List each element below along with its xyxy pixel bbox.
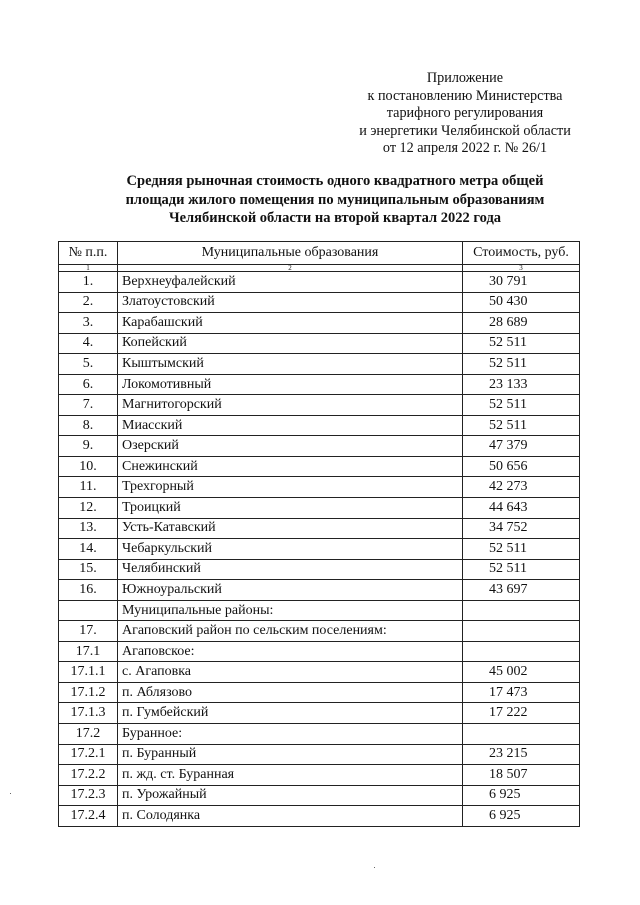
row-cost: 47 379 — [463, 436, 580, 457]
row-number: 17.2.1 — [59, 744, 118, 765]
appendix-block — [300, 70, 630, 158]
row-number: 17.2.2 — [59, 765, 118, 786]
row-number: 8. — [59, 415, 118, 436]
row-number: 17.1.2 — [59, 682, 118, 703]
row-municipality: Златоустовский — [118, 292, 463, 313]
row-municipality: Южноуральский — [118, 580, 463, 601]
row-cost: 6 925 — [463, 806, 580, 827]
table-row — [59, 374, 580, 395]
row-cost: 18 507 — [463, 765, 580, 786]
row-number: 9. — [59, 436, 118, 457]
row-municipality: Муниципальные районы: — [118, 600, 463, 621]
header-municipality: Муниципальные образования — [118, 242, 463, 265]
column-number: 3 — [463, 265, 580, 272]
table-row — [59, 765, 580, 786]
row-number: 12. — [59, 498, 118, 519]
row-municipality: Челябинский — [118, 559, 463, 580]
row-cost: 6 925 — [463, 785, 580, 806]
table-row — [59, 806, 580, 827]
header-cost: Стоимость, руб. — [463, 242, 580, 265]
row-cost: 45 002 — [463, 662, 580, 683]
appendix-line: к постановлению Министерства — [367, 87, 563, 104]
row-cost: 52 511 — [463, 395, 580, 416]
row-cost: 42 273 — [463, 477, 580, 498]
table-row — [59, 456, 580, 477]
table-row — [59, 744, 580, 765]
row-number: 16. — [59, 580, 118, 601]
table-row — [59, 724, 580, 745]
column-number: 1 — [59, 265, 118, 272]
row-municipality: Кыштымский — [118, 354, 463, 375]
row-number: 2. — [59, 292, 118, 313]
row-number: 5. — [59, 354, 118, 375]
scan-speck — [374, 867, 375, 868]
appendix-line: Приложение — [426, 70, 504, 86]
appendix-line: и энергетики Челябинской области — [359, 122, 571, 139]
row-number: 17. — [59, 621, 118, 642]
row-municipality: Усть-Катавский — [118, 518, 463, 539]
row-municipality: п. Аблязово — [118, 682, 463, 703]
table-row — [59, 292, 580, 313]
row-cost: 17 473 — [463, 682, 580, 703]
table-row — [59, 436, 580, 457]
title-line: Средняя рыночная стоимость одного квадратного метра общей — [126, 173, 544, 189]
row-municipality: Троицкий — [118, 498, 463, 519]
row-municipality: Магнитогорский — [118, 395, 463, 416]
row-cost: 52 511 — [463, 333, 580, 354]
row-municipality: Агаповский район по сельским поселениям: — [118, 621, 463, 642]
row-number — [59, 600, 118, 621]
scan-speck — [10, 793, 11, 794]
row-municipality: п. Солодянка — [118, 806, 463, 827]
row-number: 14. — [59, 539, 118, 560]
table-row — [59, 395, 580, 416]
row-municipality: Агаповское: — [118, 641, 463, 662]
table-row — [59, 600, 580, 621]
table-row — [59, 313, 580, 334]
row-cost — [463, 724, 580, 745]
cost-table — [58, 241, 580, 827]
appendix-line: тарифного регулирования — [386, 105, 544, 122]
row-cost: 34 752 — [463, 518, 580, 539]
table-row — [59, 354, 580, 375]
row-municipality: Миасский — [118, 415, 463, 436]
row-municipality: Карабашский — [118, 313, 463, 334]
row-cost: 28 689 — [463, 313, 580, 334]
row-number: 10. — [59, 456, 118, 477]
table-row — [59, 272, 580, 293]
row-number: 13. — [59, 518, 118, 539]
table-row — [59, 703, 580, 724]
row-municipality: с. Агаповка — [118, 662, 463, 683]
title-line: Челябинской области на второй квартал 2022 года — [168, 210, 502, 226]
table-row — [59, 559, 580, 580]
table-row — [59, 682, 580, 703]
table-body — [59, 272, 580, 827]
row-number: 11. — [59, 477, 118, 498]
row-number: 6. — [59, 374, 118, 395]
row-cost: 43 697 — [463, 580, 580, 601]
row-cost: 52 511 — [463, 415, 580, 436]
table-header-row — [59, 242, 580, 265]
row-number: 3. — [59, 313, 118, 334]
row-municipality: Озерский — [118, 436, 463, 457]
row-number: 17.2 — [59, 724, 118, 745]
table-row — [59, 498, 580, 519]
row-number: 15. — [59, 559, 118, 580]
table-row — [59, 477, 580, 498]
row-municipality: п. Гумбейский — [118, 703, 463, 724]
row-cost: 44 643 — [463, 498, 580, 519]
row-cost: 23 215 — [463, 744, 580, 765]
row-municipality: Снежинский — [118, 456, 463, 477]
table-row — [59, 621, 580, 642]
row-number: 17.1 — [59, 641, 118, 662]
row-number: 17.2.4 — [59, 806, 118, 827]
row-municipality: Трехгорный — [118, 477, 463, 498]
row-cost: 52 511 — [463, 539, 580, 560]
row-municipality: Буранное: — [118, 724, 463, 745]
row-number: 17.1.1 — [59, 662, 118, 683]
row-number: 1. — [59, 272, 118, 293]
row-municipality: п. Буранный — [118, 744, 463, 765]
title-line: площади жилого помещения по муниципальным образованиям — [125, 191, 545, 208]
row-cost — [463, 600, 580, 621]
row-municipality: п. жд. ст. Буранная — [118, 765, 463, 786]
table-row — [59, 641, 580, 662]
row-number: 4. — [59, 333, 118, 354]
table-row — [59, 580, 580, 601]
row-cost: 50 656 — [463, 456, 580, 477]
column-number: 2 — [118, 265, 463, 272]
header-number: № п.п. — [59, 242, 118, 265]
table-row — [59, 333, 580, 354]
row-cost: 23 133 — [463, 374, 580, 395]
table-row — [59, 539, 580, 560]
row-municipality: Верхнеуфалейский — [118, 272, 463, 293]
row-municipality: Локомотивный — [118, 374, 463, 395]
row-number: 17.2.3 — [59, 785, 118, 806]
row-municipality: Копейский — [118, 333, 463, 354]
appendix-line: от 12 апреля 2022 г. № 26/1 — [382, 140, 548, 157]
table-row — [59, 415, 580, 436]
row-cost: 52 511 — [463, 559, 580, 580]
table-row — [59, 662, 580, 683]
table-row — [59, 785, 580, 806]
row-municipality: Чебаркульский — [118, 539, 463, 560]
row-number: 17.1.3 — [59, 703, 118, 724]
row-cost: 30 791 — [463, 272, 580, 293]
row-number: 7. — [59, 395, 118, 416]
row-cost — [463, 621, 580, 642]
document-title — [70, 172, 600, 228]
table-row — [59, 518, 580, 539]
row-cost: 50 430 — [463, 292, 580, 313]
row-cost: 17 222 — [463, 703, 580, 724]
row-cost — [463, 641, 580, 662]
column-number-row — [59, 265, 580, 272]
row-municipality: п. Урожайный — [118, 785, 463, 806]
row-cost: 52 511 — [463, 354, 580, 375]
